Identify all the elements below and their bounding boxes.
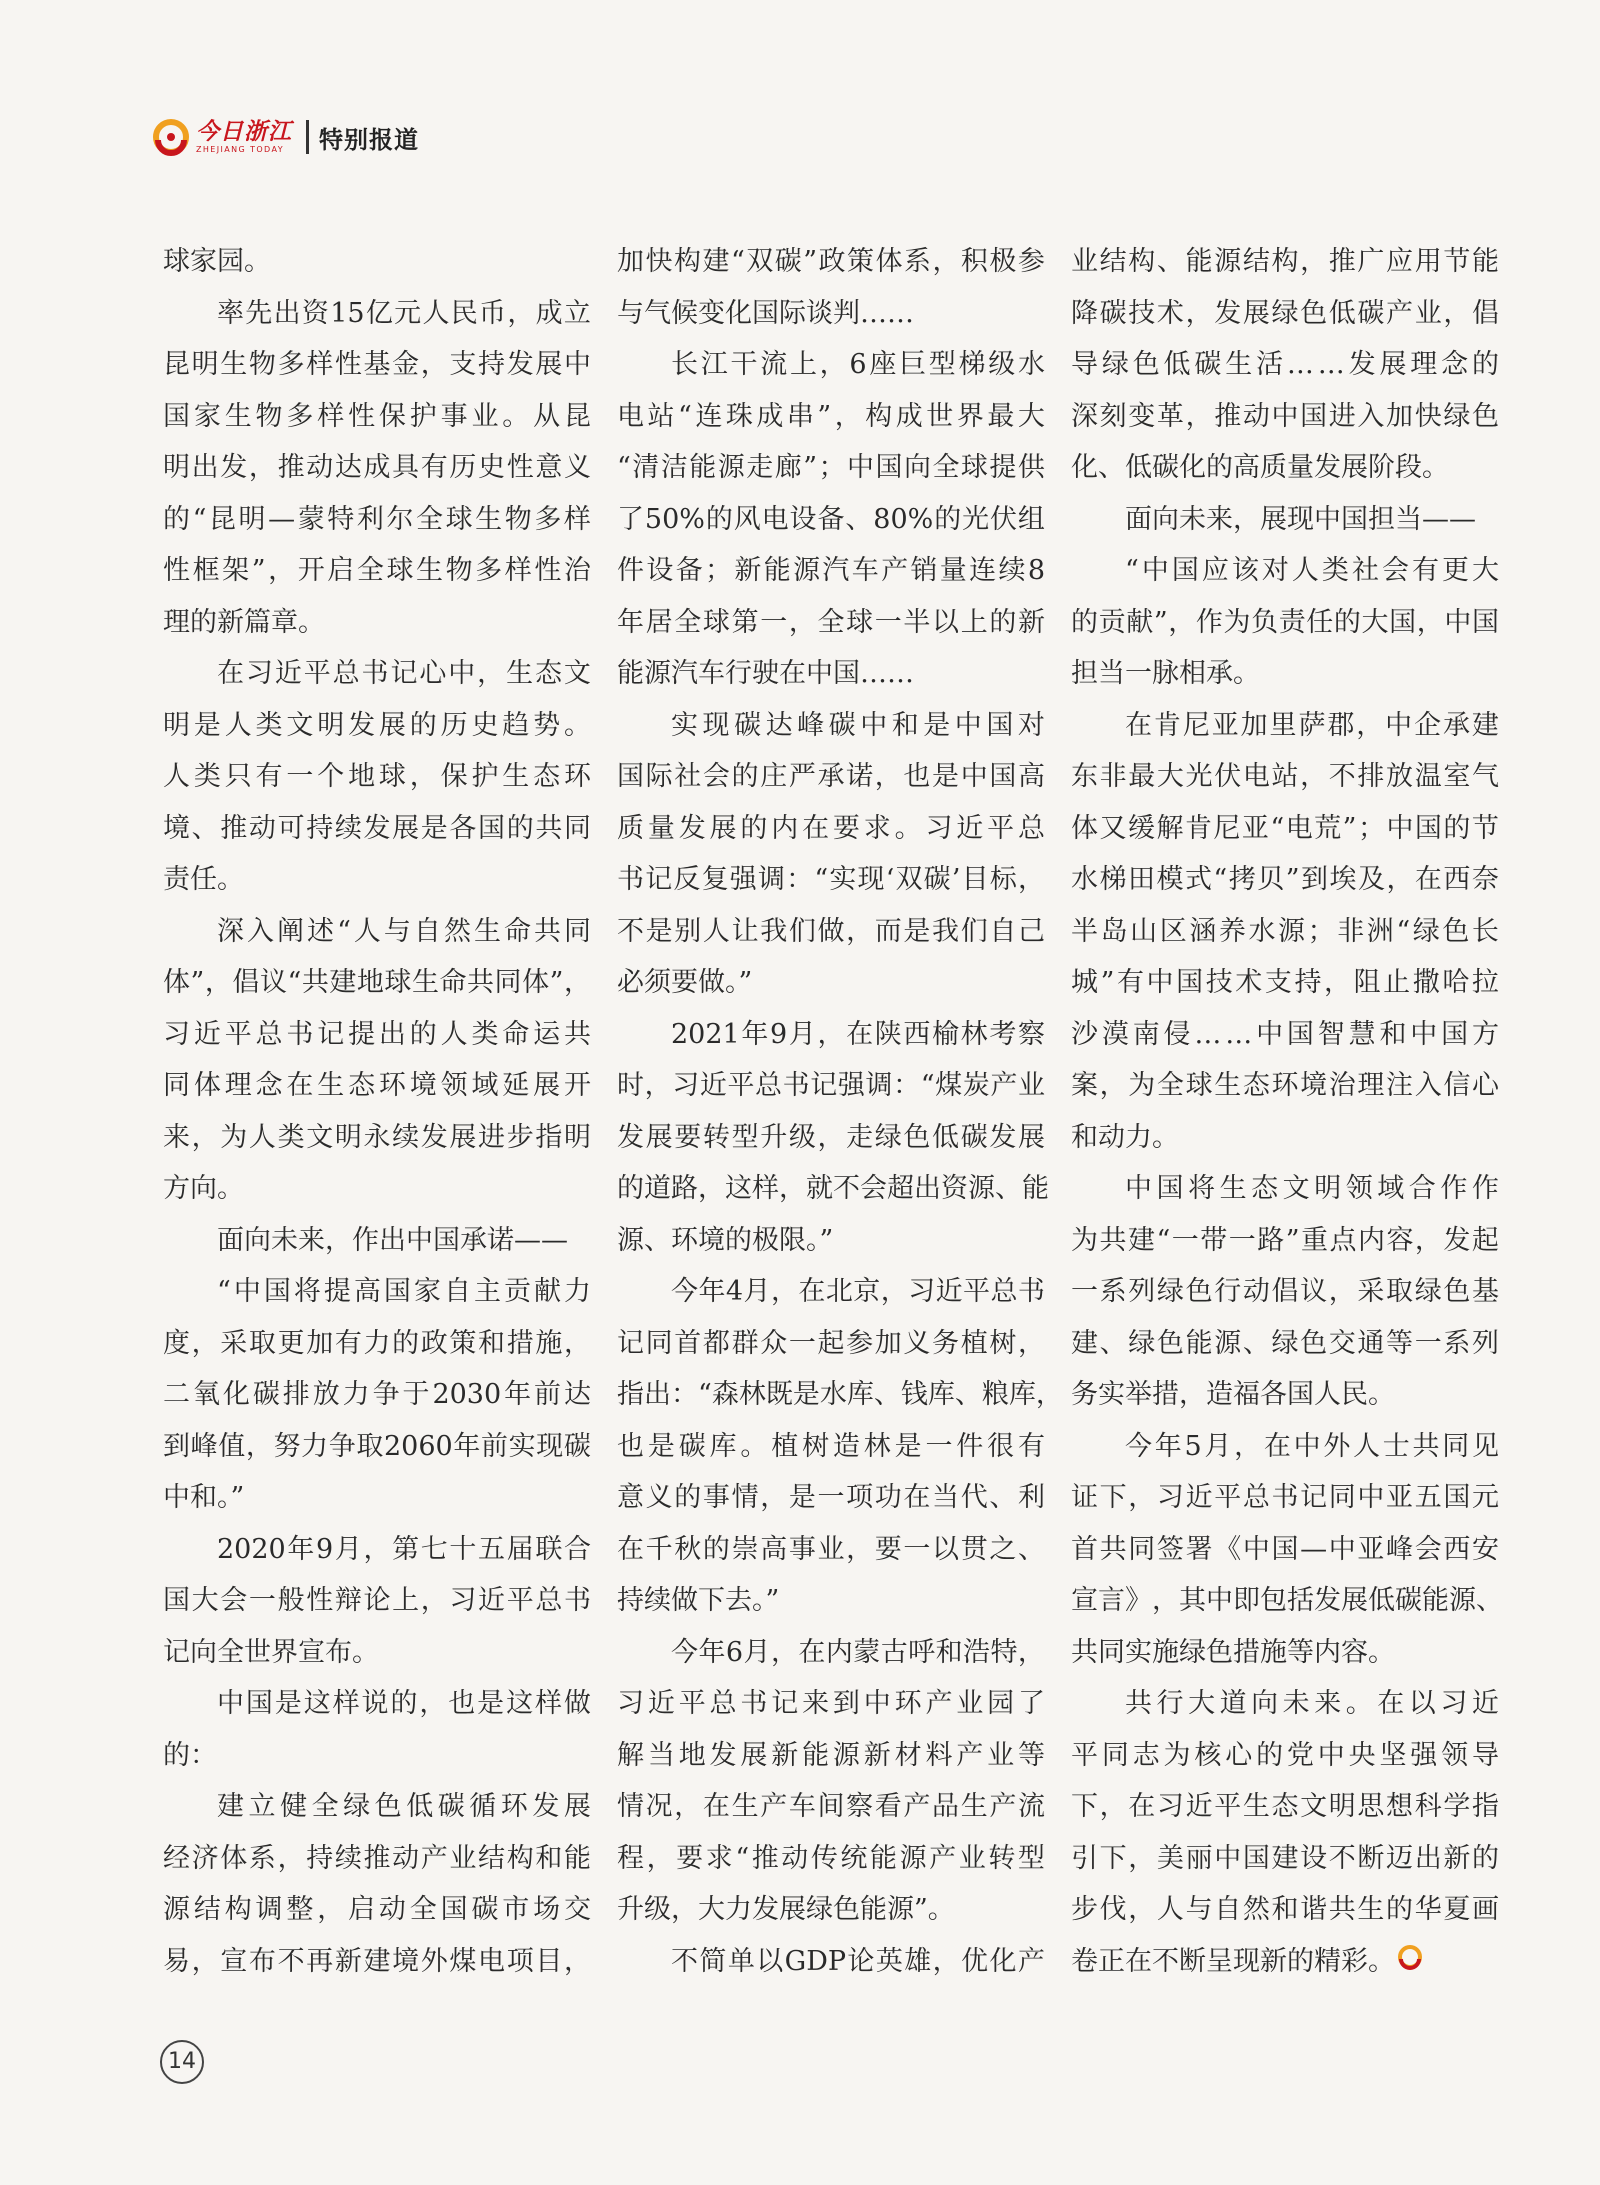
text-line: 在 习 近 平 总 书 记 心 中 ， 生 态 文 [217,658,591,689]
text-line: 面向未来，作出中国承诺—— [217,1224,568,1256]
text-line: 中 国 是 这 样 说 的 ， 也 是 这 样 做 [217,1688,591,1719]
page-number: 14 [160,2040,204,2084]
text-column-3 [1071,236,1503,1987]
text-line: 和动力。 [1071,1121,1179,1153]
text-line: 到 峰 值 ， 努 力 争 取 2060 年 前 实 现 碳 [163,1430,591,1462]
text-line: 国 家 生 物 多 样 性 保 护 事 业 。 从 昆 [163,400,591,432]
text-line: 习 近 平 总 书 记 提 出 的 人 类 命 运 共 [163,1018,591,1050]
text-line: 在 肯 尼 亚 加 里 萨 郡 ， 中 企 承 建 [1125,709,1499,741]
text-line: 沙 漠 南 侵 … … 中 国 智 慧 和 中 国 方 [1071,1018,1499,1050]
text-line: 度 ， 采 取 更 加 有 力 的 政 策 和 措 施 ， [163,1327,591,1359]
text-line: 性 框 架 ” ， 开 启 全 球 生 物 多 样 性 治 [163,555,591,586]
text-line: 今 年 4 月 ， 在 北 京 ， 习 近 平 总 书 [671,1276,1045,1307]
text-line: 源 结 构 调 整 ， 启 动 全 国 碳 市 场 交 [163,1894,591,1925]
text-line: 面向未来，展现中国担当—— [1125,503,1476,535]
text-line: 水 梯 田 模 式 “ 拷 贝 ” 到 埃 及 ， 在 西 奈 [1071,864,1499,895]
text-line: 率 先 出 资 15 亿 元 人 民 币 ， 成 立 [217,297,591,329]
text-line: 体 又 缓 解 肯 尼 亚 “ 电 荒 ” ； 中 国 的 节 [1071,812,1499,844]
text-line: 球家园。 [163,246,271,277]
text-line: 境 、 推 动 可 持 续 发 展 是 各 国 的 共 同 [163,812,591,844]
text-line: 质 量 发 展 的 内 在 要 求 。 习 近 平 总 [617,812,1045,844]
text-line: 降 碳 技 术 ， 发 展 绿 色 低 碳 产 业 ， 倡 [1071,297,1499,329]
text-line: 升级，大力发展绿色能源”。 [617,1894,955,1925]
text-line: 2021 年 9 月 ， 在 陕 西 榆 林 考 察 [671,1018,1045,1050]
text-line: 加 快 构 建 “ 双 碳 ” 政 策 体 系 ， 积 极 参 [617,246,1045,277]
text-line: 长 江 干 流 上 ， 6 座 巨 型 梯 级 水 [671,349,1045,380]
text-line: 能源汽车行驶在中国…… [617,658,914,689]
text-line: 为 共 建 “ 一 带 一 路 ” 重 点 内 容 ， 发 起 [1071,1224,1499,1256]
text-line: 共 行 大 道 向 未 来 。 在 以 习 近 [1125,1688,1499,1719]
section-title: 特别报道 [319,125,419,154]
text-line: 意 义 的 事 情 ， 是 一 项 功 在 当 代 、 利 [617,1482,1045,1513]
text-line: “ 中 国 应 该 对 人 类 社 会 有 更 大 [1125,555,1499,586]
text-line: 步 伐 ， 人 与 自 然 和 谐 共 生 的 华 夏 画 [1071,1894,1499,1925]
text-line: 也 是 碳 库 。 植 树 造 林 是 一 件 很 有 [617,1430,1045,1462]
text-line: 记向全世界宣布。 [163,1636,379,1668]
text-line: 电 站 “ 连 珠 成 串 ” ， 构 成 世 界 最 大 [617,400,1045,432]
text-line: 件 设 备 ； 新 能 源 汽 车 产 销 量 连 续 8 [617,555,1045,586]
text-line: 了 50% 的 风 电 设 备 、 80% 的 光 伏 组 [617,503,1045,535]
text-line: 来 ， 为 人 类 文 明 永 续 发 展 进 步 指 明 [163,1121,591,1153]
text-line: 平 同 志 为 核 心 的 党 中 央 坚 强 领 导 [1071,1739,1499,1771]
text-line: 首 共 同 签 署 《 中 国 — 中 亚 峰 会 西 安 [1071,1533,1499,1565]
text-line: 化、低碳化的高质量发展阶段。 [1071,452,1449,483]
text-line: 东 非 最 大 光 伏 电 站 ， 不 排 放 温 室 气 [1071,761,1499,792]
text-line: 证 下 ， 习 近 平 总 书 记 同 中 亚 五 国 元 [1071,1482,1499,1513]
text-line: 解 当 地 发 展 新 能 源 新 材 料 产 业 等 [617,1739,1045,1771]
text-line: 昆 明 生 物 多 样 性 基 金 ， 支 持 发 展 中 [163,349,591,380]
logo-english: ZHEJIANG TODAY [196,145,285,154]
text-line: 案 ， 为 全 球 生 态 环 境 治 理 注 入 信 心 [1071,1070,1499,1101]
text-column-2 [617,236,1063,1987]
text-line: 必须要做。” [617,967,753,998]
text-line: 程 ， 要 求 “ 推 动 传 统 能 源 产 业 转 型 [617,1842,1045,1874]
logo-icon [152,118,190,156]
text-column-1 [163,236,591,1987]
text-line: 与气候变化国际谈判…… [617,297,914,329]
text-line: 源、环境的极限。” [617,1224,834,1256]
text-line: 导 绿 色 低 碳 生 活 … … 发 展 理 念 的 [1071,349,1499,380]
text-line: 持续做下去。” [617,1585,780,1616]
text-line: 的： [163,1739,217,1771]
text-line: 实 现 碳 达 峰 碳 中 和 是 中 国 对 [671,709,1045,741]
text-line: 深 刻 变 革 ， 推 动 中 国 进 入 加 快 绿 色 [1071,400,1499,432]
logo-text [196,119,292,155]
end-mark-icon [1397,1936,1423,1962]
text-line: 方向。 [163,1173,244,1204]
text-line: 城 ” 有 中 国 技 术 支 持 ， 阻 止 撒 哈 拉 [1071,967,1499,998]
text-line: 体 ” ， 倡 议 “ 共 建 地 球 生 命 共 同 体 ” ， [163,967,591,998]
text-line: 指 出 ： “ 森 林 既 是 水 库 、 钱 库 、 粮 库 ， [617,1379,1063,1410]
text-line: “ 清 洁 能 源 走 廊 ” ； 中 国 向 全 球 提 供 [617,452,1045,483]
text-line: 下 ， 在 习 近 平 生 态 文 明 思 想 科 学 指 [1071,1791,1499,1822]
text-line: 不 简 单 以 GDP 论 英 雄 ， 优 化 产 [671,1945,1045,1977]
text-line: 担当一脉相承。 [1071,658,1260,689]
text-line: 的 “ 昆 明 — 蒙 特 利 尔 全 球 生 物 多 样 [163,503,591,535]
text-line: 人 类 只 有 一 个 地 球 ， 保 护 生 态 环 [163,761,591,792]
header-divider [306,120,309,154]
text-line: 同 体 理 念 在 生 态 环 境 领 域 延 展 开 [163,1070,591,1101]
text-line: 今 年 5 月 ， 在 中 外 人 士 共 同 见 [1125,1430,1499,1462]
text-line: “ 中 国 将 提 高 国 家 自 主 贡 献 力 [217,1276,591,1307]
text-line: 业 结 构 、 能 源 结 构 ， 推 广 应 用 节 能 [1071,246,1499,277]
text-line: 中和。” [163,1482,245,1513]
text-line: 国 际 社 会 的 庄 严 承 诺 ， 也 是 中 国 高 [617,761,1045,792]
text-line: 记 同 首 都 群 众 一 起 参 加 义 务 植 树 ， [617,1327,1045,1359]
text-line: 不 是 别 人 让 我 们 做 ， 而 是 我 们 自 己 [617,915,1045,947]
text-line: 务实举措，造福各国人民。 [1071,1379,1395,1410]
text-line: 年 居 全 球 第 一 ， 全 球 一 半 以 上 的 新 [617,606,1045,638]
text-line: 易 ， 宣 布 不 再 新 建 境 外 煤 电 项 目 ， [163,1945,591,1977]
text-line: 明 出 发 ， 推 动 达 成 具 有 历 史 性 意 义 [163,452,591,483]
text-line: 宣 言 》 ， 其 中 即 包 括 发 展 低 碳 能 源 、 [1071,1585,1503,1616]
text-line: 二 氧 化 碳 排 放 力 争 于 2030 年 前 达 [163,1379,591,1410]
text-line: 半 岛 山 区 涵 养 水 源 ； 非 洲 “ 绿 色 长 [1071,915,1499,947]
text-line: 今 年 6 月 ， 在 内 蒙 古 呼 和 浩 特 ， [671,1636,1045,1668]
text-line: 建 立 健 全 绿 色 低 碳 循 环 发 展 [217,1791,591,1822]
text-line: 在 千 秋 的 崇 高 事 业 ， 要 一 以 贯 之 、 [617,1533,1045,1565]
page-header [152,112,419,162]
text-line: 情 况 ， 在 生 产 车 间 察 看 产 品 生 产 流 [617,1791,1045,1822]
logo-chinese: 今日浙江 [196,118,292,145]
text-line: 书 记 反 复 强 调 ： “ 实 现 ‘ 双 碳 ’ 目 标 ， [617,864,1045,895]
text-line: 建 、 绿 色 能 源 、 绿 色 交 通 等 一 系 列 [1071,1327,1499,1359]
text-line: 习 近 平 总 书 记 来 到 中 环 产 业 园 了 [617,1688,1045,1719]
text-line: 国 大 会 一 般 性 辩 论 上 ， 习 近 平 总 书 [163,1585,591,1616]
text-line: 责任。 [163,864,244,895]
text-line: 理的新篇章。 [163,606,325,638]
text-line: 共同实施绿色措施等内容。 [1071,1636,1395,1668]
text-line: 明 是 人 类 文 明 发 展 的 历 史 趋 势 。 [163,709,591,741]
text-line: 的 道 路 ， 这 样 ， 就 不 会 超 出 资 源 、 能 [617,1173,1049,1204]
text-line: 的 贡 献 ” ， 作 为 负 责 任 的 大 国 ， 中 国 [1071,606,1499,638]
text-line: 时 ， 习 近 平 总 书 记 强 调 ： “ 煤 炭 产 业 [617,1070,1045,1101]
text-line: 引 下 ， 美 丽 中 国 建 设 不 断 迈 出 新 的 [1071,1842,1499,1874]
text-line: 2020 年 9 月 ， 第 七 十 五 届 联 合 [217,1533,591,1565]
text-line: 经 济 体 系 ， 持 续 推 动 产 业 结 构 和 能 [163,1842,591,1874]
text-line: 中 国 将 生 态 文 明 领 域 合 作 作 [1125,1173,1499,1204]
text-line: 卷正在不断呈现新的精彩。 [1071,1936,1499,1988]
text-line: 深 入 阐 述 “ 人 与 自 然 生 命 共 同 [217,915,591,947]
text-line: 一 系 列 绿 色 行 动 倡 议 ， 采 取 绿 色 基 [1071,1276,1499,1307]
text-line: 发 展 要 转 型 升 级 ， 走 绿 色 低 碳 发 展 [617,1121,1045,1153]
